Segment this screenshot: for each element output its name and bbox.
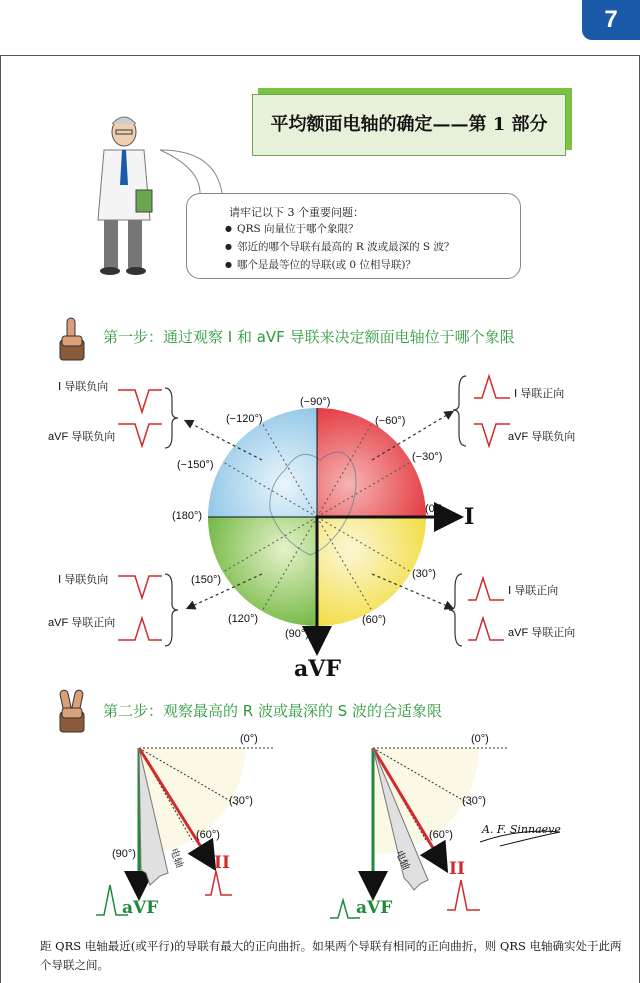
s2-left-0: (0°) [240, 733, 258, 745]
s2-left-lead-avf: aVF [122, 898, 159, 918]
angle-m30: (−30°) [412, 451, 443, 463]
lead-i-label: I [464, 504, 475, 530]
s2-left-60: (60°) [196, 829, 220, 841]
quad-br-line2: aVF 导联正向 [508, 627, 576, 639]
s2-right-30: (30°) [462, 795, 486, 807]
hand-two-fingers-icon [59, 689, 84, 732]
angle-60: (60°) [362, 614, 386, 626]
quad-tr-line1: Ⅰ 导联正向 [514, 388, 565, 400]
s2-right-axis-label: 电轴 [392, 848, 412, 872]
hand-one-finger-icon [60, 318, 84, 360]
speech-bubble [186, 193, 521, 279]
step1-heading: 第一步：通过观察 Ⅰ 和 aVF 导联来决定额面电轴位于哪个象限 [103, 328, 515, 346]
s2-right-60: (60°) [429, 829, 453, 841]
doctor-figure [98, 117, 152, 275]
angle-m60: (−60°) [375, 415, 406, 427]
question-list [225, 220, 454, 274]
s2-right-lead-ii: II [449, 859, 465, 879]
quadrant-circle [186, 408, 458, 650]
list-item: ● 哪个是最等位的导联(或 0 位相导联)？ [225, 256, 454, 274]
list-item: ● 邻近的哪个导联有最高的 R 波或最深的 S 波？ [225, 238, 454, 256]
lead-avf-label: aVF [294, 656, 341, 682]
s2-right-0: (0°) [471, 733, 489, 745]
angle-0: (0°) [425, 503, 443, 515]
angle-90: (90°) [285, 628, 309, 640]
angle-m150: (−150°) [177, 459, 214, 471]
angle-30: (30°) [412, 568, 436, 580]
s2-left-axis-label: 电轴 [167, 846, 185, 870]
angle-180: (180°) [172, 510, 203, 522]
quad-bl-line2: aVF 导联正向 [48, 617, 116, 629]
bubble-intro: 请牢记以下 3 个重要问题： [229, 206, 364, 219]
page-number-badge: 7 [582, 0, 640, 40]
quad-bl-line1: Ⅰ 导联负向 [58, 574, 109, 586]
list-item: ● QRS 向量位于哪个象限？ [225, 220, 454, 238]
quad-tr-line2: aVF 导联负向 [508, 431, 576, 443]
angle-m120: (−120°) [226, 413, 263, 425]
quad-tl-line2: aVF 导联负向 [48, 431, 116, 443]
angle-150: (150°) [191, 574, 222, 586]
page-title: 平均额面电轴的确定——第 1 部分 [270, 114, 548, 135]
title-box [252, 94, 566, 156]
s2-left-90: (90°) [112, 848, 136, 860]
footer-note: 距 QRS 电轴最近(或平行)的导联有最大的正向曲折。如果两个导联有相同的正向曲折，则 QRS 电轴确实处于此两个导联之间。 [40, 939, 622, 972]
angle-m90: (−90°) [300, 396, 331, 408]
s2-right-lead-avf: aVF [356, 898, 393, 918]
step2-diagram-left [96, 748, 275, 915]
quad-tl-line1: Ⅰ 导联负向 [58, 381, 109, 393]
author-signature: A. F. Sinnaeve [482, 823, 561, 836]
quad-br-line1: Ⅰ 导联正向 [508, 585, 559, 597]
s2-left-30: (30°) [229, 795, 253, 807]
s2-left-lead-ii: II [214, 853, 230, 873]
step2-heading: 第二步：观察最高的 R 波或最深的 S 波的合适象限 [103, 702, 443, 720]
angle-120: (120°) [228, 613, 259, 625]
